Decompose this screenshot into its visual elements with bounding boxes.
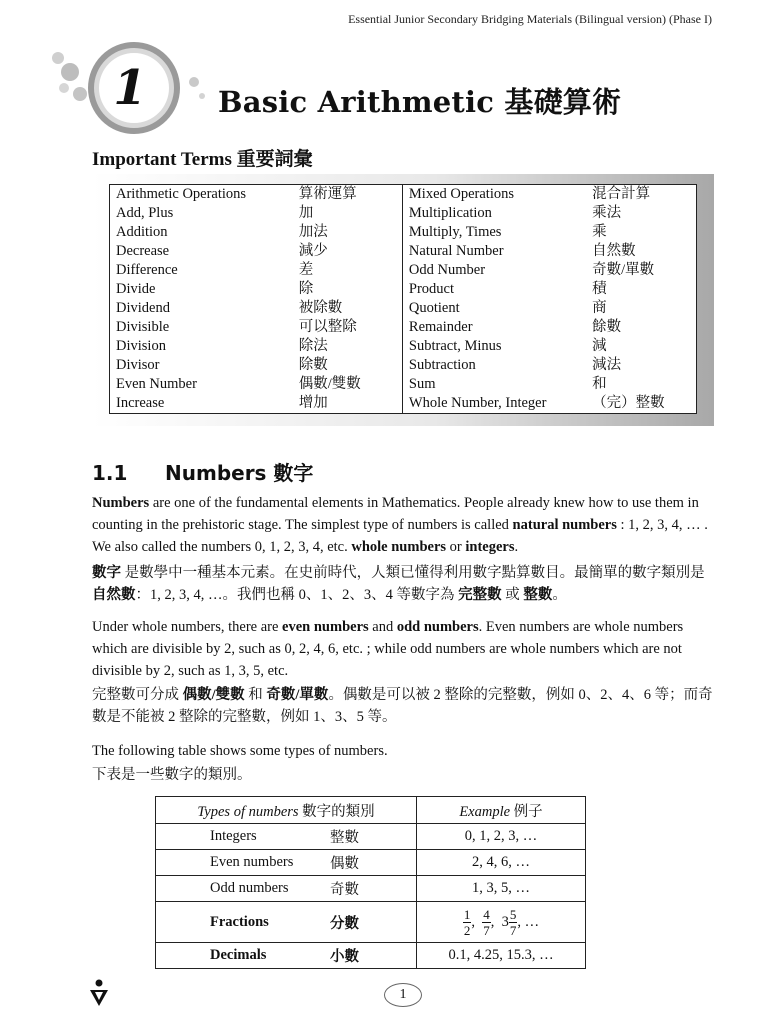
term-zh: 減法 [592,357,622,373]
bold-term: 整數 [523,587,553,603]
header-en: Example [459,803,511,820]
term-zh: 加法 [298,224,328,240]
bold-term: even numbers [282,619,369,635]
term-en: Multiply, Times [402,223,586,242]
text-run: . [514,539,519,555]
terms-row [110,280,697,299]
term-zh: 除法 [298,338,328,354]
term-zh: 積 [592,281,607,297]
table-row [156,824,586,850]
denominator: 7 [509,922,517,938]
terms-row [110,375,697,394]
term-en: Subtract, Minus [402,337,586,356]
term-zh: 算術運算 [298,186,357,202]
example-column-header [417,797,586,824]
bold-term: 完整數 [458,587,502,603]
term-zh: 增加 [298,395,328,411]
text-run: 。偶數是可以被 2 整除的完整數，例如 0、2、4、6 等；而奇數是不能被 2 整除的完整數，例如 1、3、5 等。 [92,687,713,725]
number-types-table [155,796,586,969]
denominator: 2 [463,922,471,938]
type-zh: 分數 [330,902,417,943]
term-zh: 除數 [298,357,328,373]
numerator: 5 [509,906,517,922]
table-intro-en: The following table shows some types of numbers. [92,743,388,759]
chapter-number: 1 [113,60,147,116]
term-en: Add, Plus [116,205,174,221]
table-intro-zh: 下表是一些數字的類別。 [92,767,252,783]
page-corner-icon [88,978,110,1008]
term-zh: 奇數/單數 [592,262,655,278]
type-en: Integers [156,824,331,850]
term-en: Divisor [116,357,160,373]
numbers-paragraph-zh [92,562,718,606]
series-header: Essential Junior Secondary Bridging Materials (Bilingual version) (Phase I) [348,12,712,26]
term-zh: 差 [298,262,314,278]
terms-table [109,184,697,414]
bold-term: 自然數 [92,587,136,603]
text-run: 或 [501,587,524,603]
table-row [156,850,586,876]
term-en: Arithmetic Operations [116,186,247,202]
bold-term: Numbers [92,495,150,511]
text-run: Under whole numbers, there are [92,619,283,635]
numerator: 1 [463,906,471,922]
term-zh: 被除數 [298,300,343,316]
type-example: 1, 3, 5, … [417,876,586,902]
bold-term: integers [465,539,515,555]
term-en: Even Number [116,376,197,392]
term-zh: 混合計算 [592,186,651,202]
bold-term: 偶數/雙數 [182,687,245,703]
terms-row [110,223,697,242]
table-header-row [156,797,586,824]
type-example: 0, 1, 2, 3, … [417,824,586,850]
bold-term: 奇數/單數 [266,687,329,703]
type-en: Even numbers [156,850,331,876]
types-column-header [156,797,417,824]
terms-row [110,261,697,280]
term-en: Divisible [116,319,170,335]
type-en: Decimals [156,943,331,969]
type-zh: 奇數 [330,876,417,902]
text-run: 和 [244,687,267,703]
bold-term: 數字 [92,565,121,581]
terms-row [110,204,697,223]
text-run: 是數學中一種基本元素。在史前時代，人類已懂得利用數字點算數目。最簡單的數字類別是 [121,565,705,581]
separator: , [471,913,475,930]
term-zh: 可以整除 [298,319,357,335]
fraction [482,907,491,938]
fractions-example [417,902,586,943]
term-en: Decrease [116,243,170,259]
term-en: Divide [116,281,156,297]
type-example: 0.1, 4.25, 15.3, … [417,943,586,969]
denominator: 7 [483,922,490,938]
term-zh: 減 [592,338,607,354]
type-en: Odd numbers [156,876,331,902]
terms-row [110,299,697,318]
term-en: Remainder [402,318,586,337]
header-en: Types of numbers [197,803,299,820]
numbers-paragraph-en [92,492,718,558]
term-zh: 和 [592,376,607,392]
terms-row [110,337,697,356]
text-run: 完整數可分成 [92,687,183,703]
text-run: . Even numbers are whole numbers which are divisible by 2, such as 0, 2, 4, 6, etc. ; while odd numbers are whole numbers which are not divisible by 2, such as 1, 3, 5, etc. [92,619,684,679]
term-en: Product [402,280,586,299]
term-en: Difference [116,262,178,278]
type-zh: 偶數 [330,850,417,876]
page-number: 1 [384,983,422,1007]
text-run: or [446,539,466,555]
whole-numbers-paragraph-zh [92,684,718,728]
type-example: 2, 4, 6, … [417,850,586,876]
term-zh: 減少 [298,243,328,259]
term-zh: 除 [298,281,314,297]
term-en: Division [116,338,166,354]
term-en: Subtraction [402,356,586,375]
whole-numbers-paragraph-en [92,616,718,682]
text-run: are one of the fundamental elements in Mathematics. People already knew how to use them in counting in the prehistoric stage. The simplest type of numbers is called [92,495,699,533]
terms-table-frame [92,174,714,426]
table-row [156,902,586,943]
term-en: Multiplication [402,204,586,223]
term-en: Natural Number [402,242,586,261]
header-zh: 例子 [510,803,543,820]
term-zh: 自然數 [592,243,636,259]
term-zh: 乘 [592,224,607,240]
bold-term: natural numbers [512,517,617,533]
term-en: Increase [116,395,165,411]
mixed-whole: 3 [501,913,509,930]
bold-term: whole numbers [351,539,447,555]
terms-row [110,318,697,337]
term-zh: （完）整數 [592,395,665,411]
term-en: Whole Number, Integer [402,394,586,414]
term-en: Dividend [116,300,170,316]
term-en: Mixed Operations [402,185,586,205]
bold-term: odd numbers [396,619,479,635]
text-run: 。 [552,587,567,603]
term-zh: 商 [592,300,607,316]
term-zh: 乘法 [592,205,622,221]
table-row [156,943,586,969]
term-en: Odd Number [402,261,586,280]
section-heading [92,457,313,486]
section-title: Numbers 數字 [165,461,314,485]
numerator: 4 [483,906,490,922]
section-number: 1.1 [92,461,128,485]
text-run: and [368,619,397,635]
terms-row [110,242,697,261]
term-zh: 餘數 [592,319,622,335]
type-zh: 小數 [330,943,417,969]
term-zh: 偶數/雙數 [298,376,361,392]
terms-row [110,394,697,414]
terms-row [110,185,697,205]
text-run: ：1, 2, 3, 4, …。我們也稱 0、1、2、3、4 等數字為 [135,587,459,603]
term-en: Addition [116,224,168,240]
text-run: : 1, 2, 3, 4, … . We also called the numbers 0, 1, 2, 3, 4, etc. [92,517,708,555]
type-en: Fractions [156,902,331,943]
term-en: Quotient [402,299,586,318]
terms-row [110,356,697,375]
term-en: Sum [402,375,586,394]
table-row [156,876,586,902]
header-zh: 數字的類別 [298,803,375,820]
ellipsis: , … [517,913,540,930]
term-zh: 加 [298,205,314,221]
separator: , [490,913,495,930]
important-terms-heading: Important Terms 重要詞彙 [92,149,313,170]
type-zh: 整數 [330,824,417,850]
chapter-title: Basic Arithmetic 基礎算術 [218,85,622,119]
chapter-badge [44,38,214,138]
